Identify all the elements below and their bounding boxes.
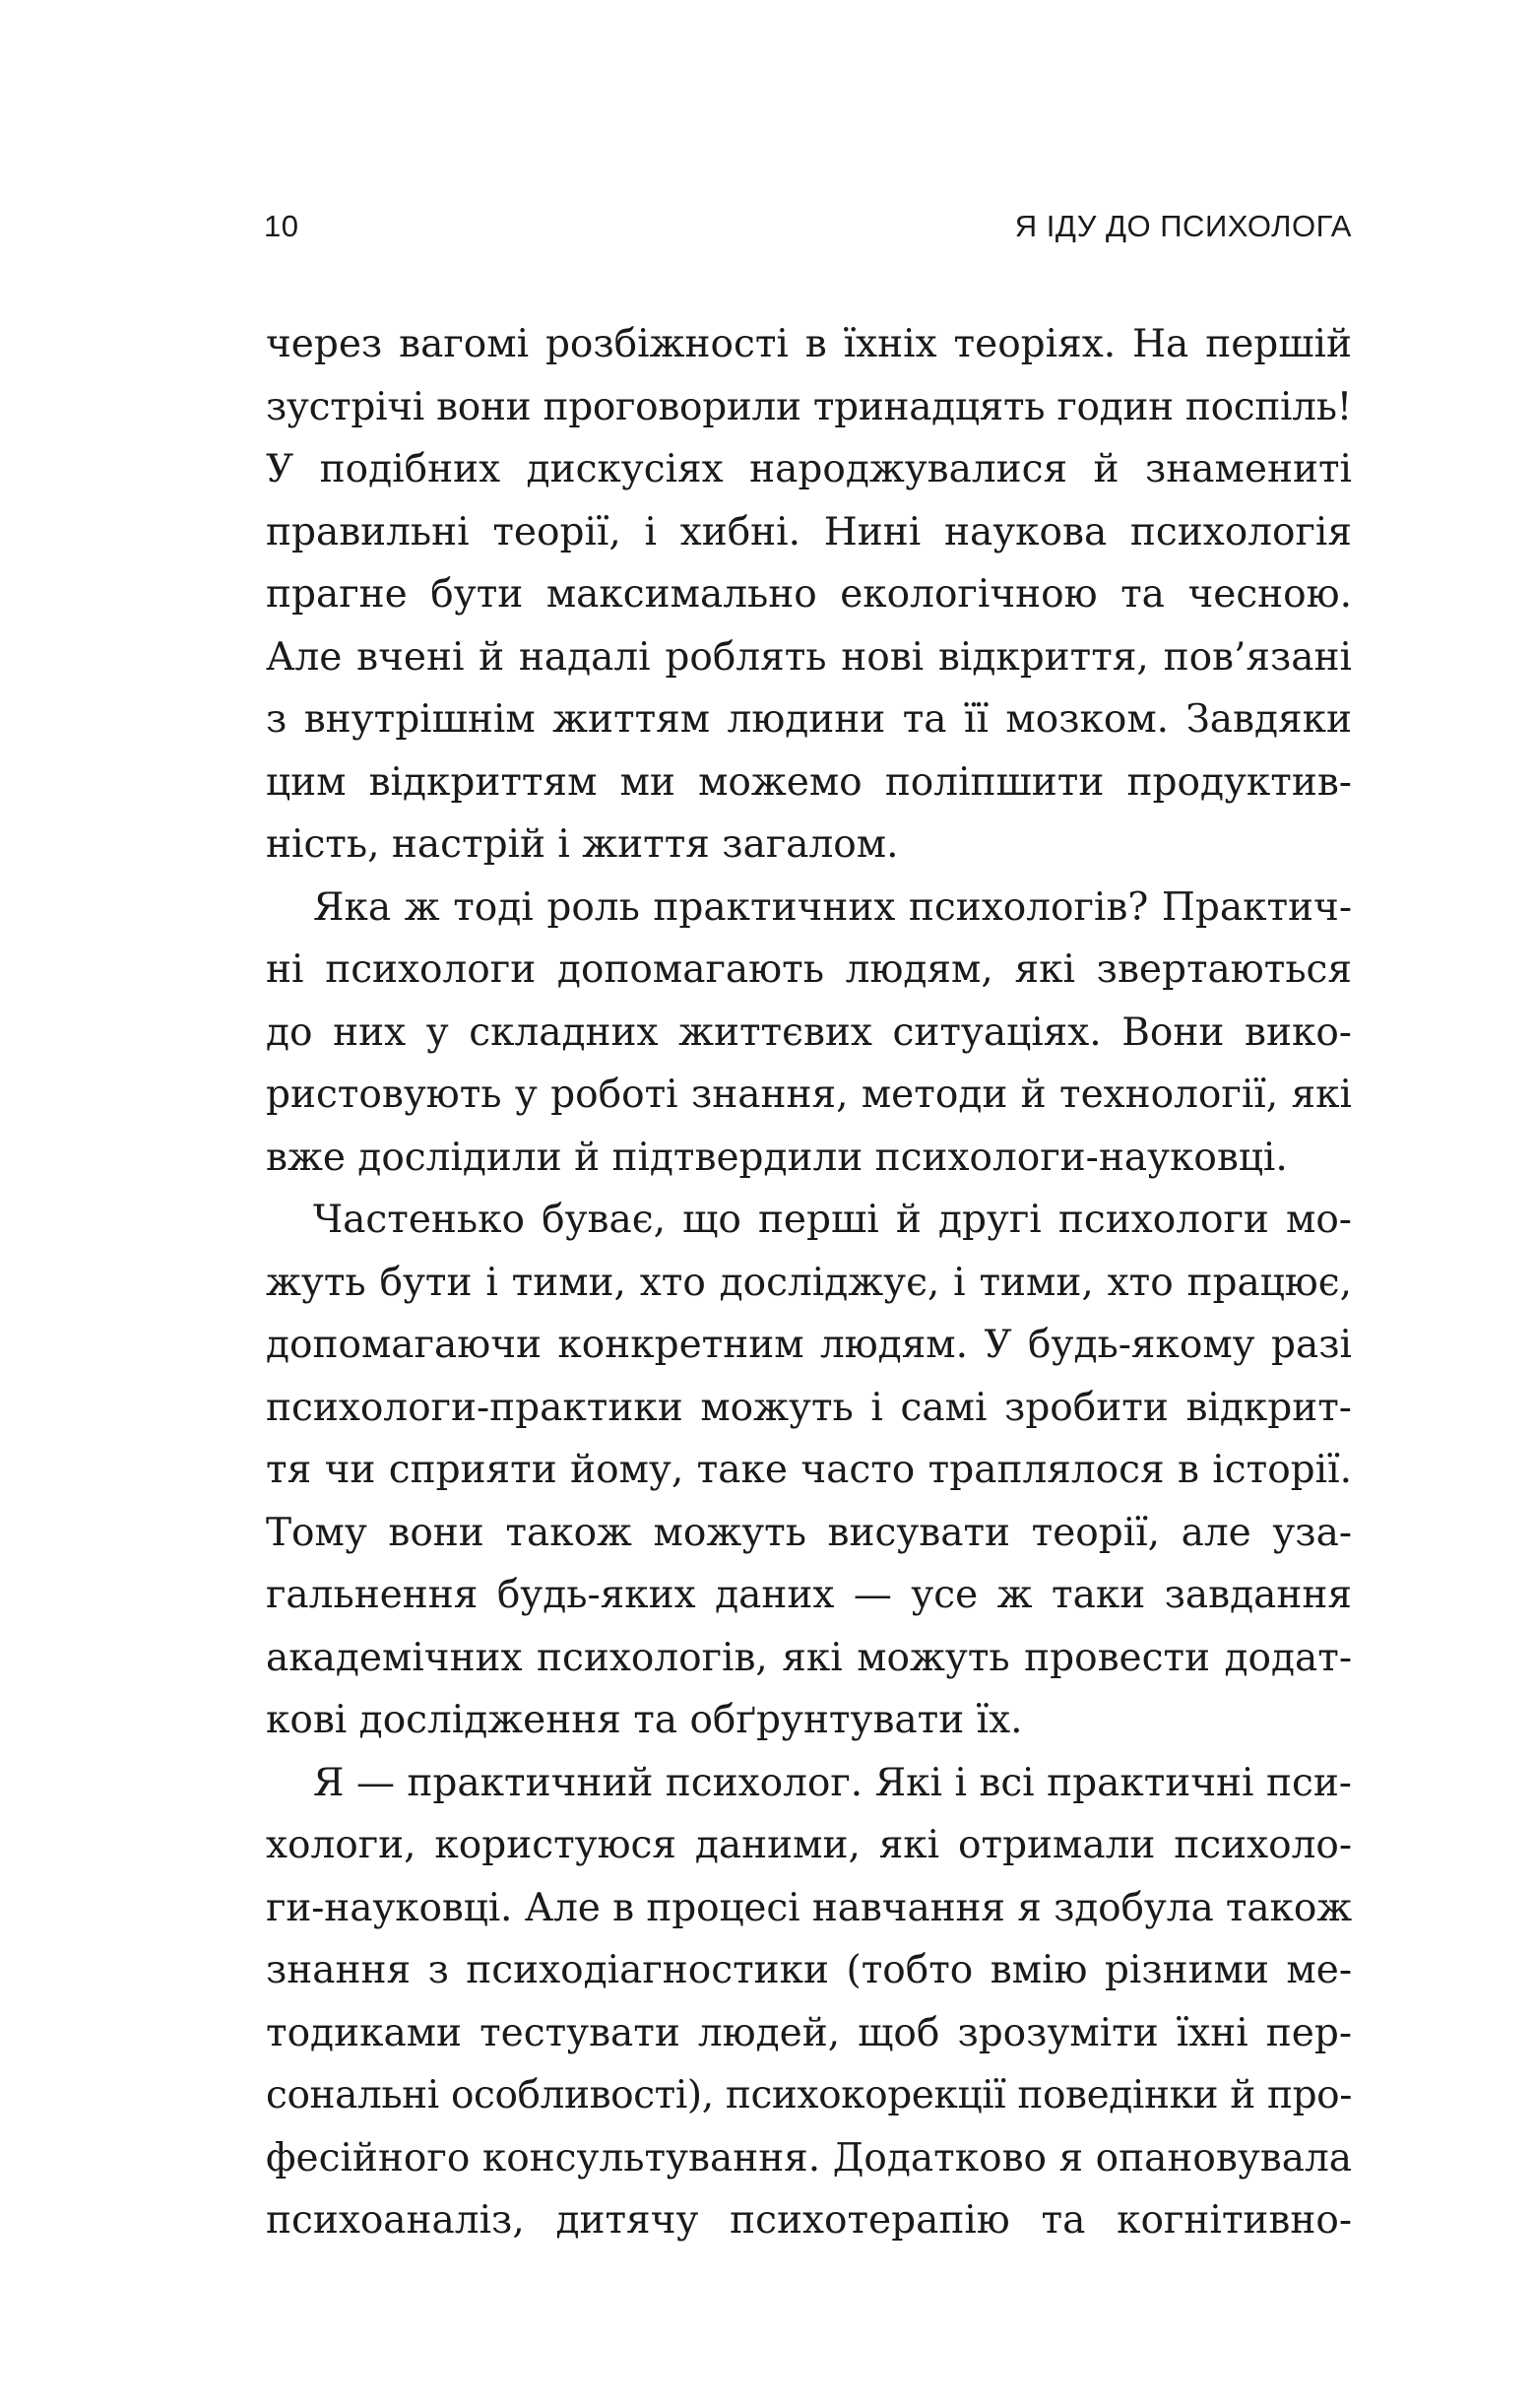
text-line: академічних психологів, які можуть провести додат-	[266, 1635, 1352, 1680]
text-line: психологи-практики можуть і самі зробити відкрит-	[266, 1385, 1352, 1430]
text-line: вже дослідили й підтвердили психологи-науковці.	[266, 1135, 1288, 1180]
text-line: психоаналіз, дитячу психотерапію та когнітивно-	[266, 2198, 1352, 2243]
text-line: зустрічі вони проговорили тринадцять годин поспіль!	[266, 384, 1352, 429]
text-line: У подібних дискусіях народжувалися й знамениті	[266, 447, 1352, 491]
text-line: хологи, користуюся даними, які отримали психоло-	[266, 1823, 1352, 1867]
text-line: Частенько буває, що перші й другі психологи мо-	[313, 1198, 1352, 1242]
text-line: тя чи сприяти йому, таке часто траплялося в історії.	[266, 1448, 1352, 1492]
text-line: сональні особливості), психокорекції поведінки й про-	[266, 2073, 1352, 2117]
running-header	[264, 209, 1352, 248]
text-line: з внутрішнім життям людини та її мозком. Завдяки	[266, 697, 1352, 742]
text-line: ги-науковці. Але в процесі навчання я здобула також	[266, 1885, 1352, 1930]
text-line: Тому вони також можуть висувати теорії, але уза-	[266, 1510, 1352, 1555]
text-line: знання з психодіагностики (тобто вмію різними ме-	[266, 1948, 1352, 1992]
page-number: 10	[264, 209, 299, 243]
text-line: Але вчені й надалі роблять нові відкриття, пов’язані	[266, 634, 1352, 680]
text-line: ність, настрій і життя загалом.	[266, 822, 899, 867]
running-title: Я ІДУ ДО ПСИХОЛОГА	[1014, 209, 1352, 243]
body-text	[266, 313, 1352, 2252]
text-line: до них у складних життєвих ситуаціях. Вони вико-	[266, 1009, 1352, 1055]
text-line: Я — практичний психолог. Які і всі практичні пси-	[313, 1760, 1352, 1805]
text-line: прагне бути максимально екологічною та чесною.	[266, 572, 1352, 617]
text-line: правильні теорії, і хибні. Нині наукова психологія	[266, 509, 1352, 554]
text-line: фесійного консультування. Додатково я опановувала	[266, 2135, 1352, 2180]
text-line: допомагаючи конкретним людям. У будь-якому разі	[266, 1323, 1352, 1367]
text-line: цим відкриттям ми можемо поліпшити продуктив-	[266, 759, 1352, 805]
text-line: гальнення будь-яких даних — усе ж таки завдання	[266, 1573, 1352, 1617]
text-line: тодиками тестувати людей, щоб зрозуміти їхні пер-	[266, 2010, 1352, 2055]
text-line: жуть бути і тими, хто досліджує, і тими, хто працює,	[266, 1260, 1352, 1305]
text-line: Яка ж тоді роль практичних психологів? Практич-	[313, 884, 1352, 930]
text-line: кові дослідження та обґрунтувати їх.	[266, 1698, 1023, 1742]
text-line: ристовують у роботі знання, методи й технології, які	[266, 1073, 1352, 1117]
text-line: через вагомі розбіжності в їхніх теоріях. На першій	[266, 322, 1352, 366]
text-line: ні психологи допомагають людям, які звертаються	[266, 947, 1352, 992]
